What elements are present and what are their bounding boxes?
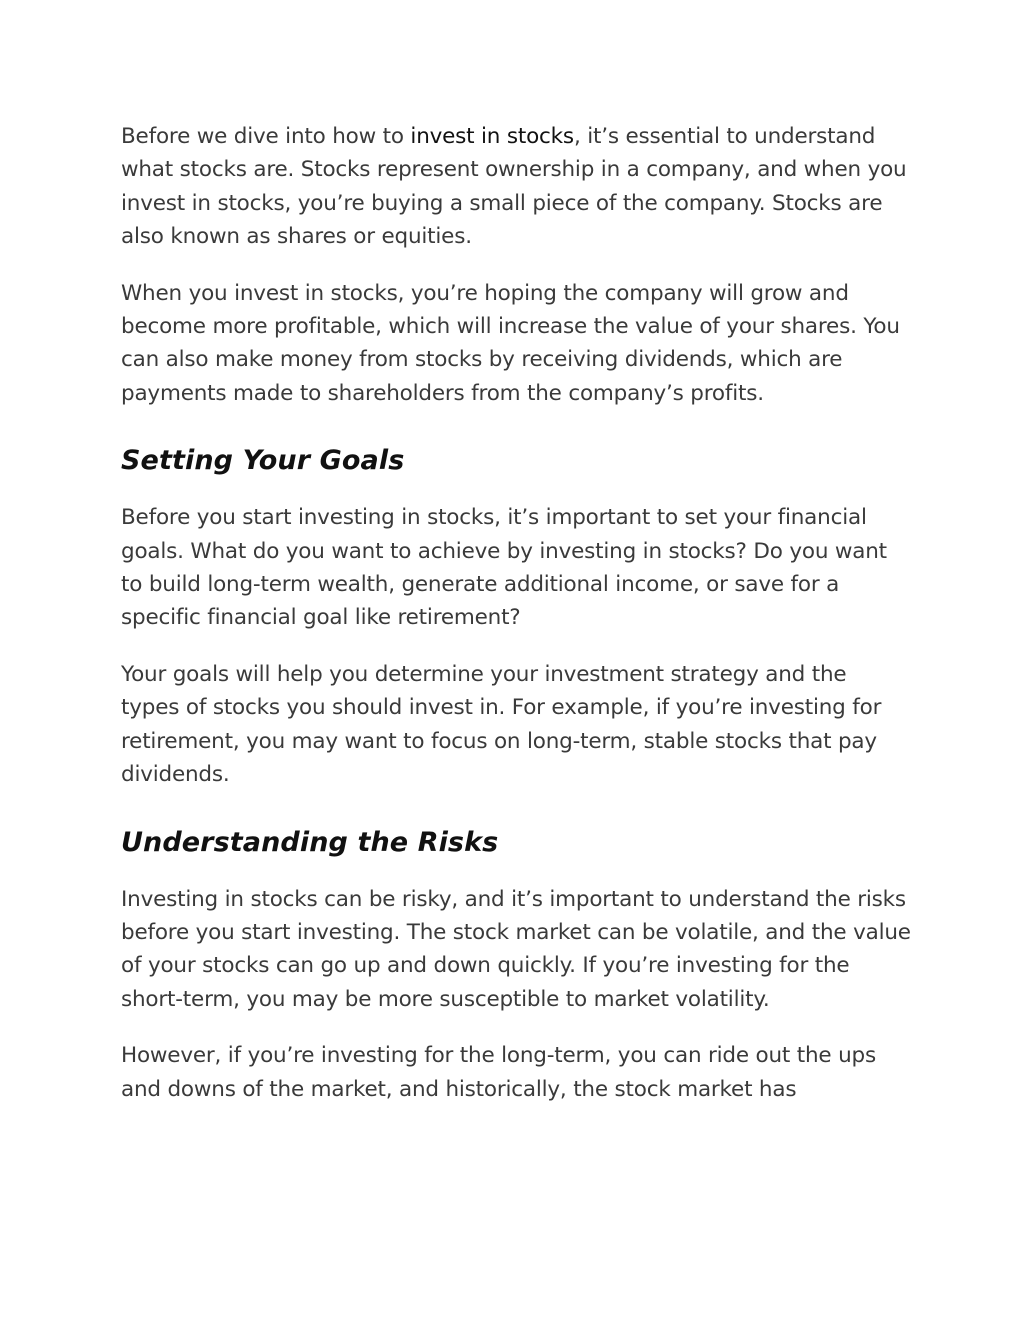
risks-paragraph-2: However, if you’re investing for the long-term, you can ride out the ups and downs of the market, and historically, the stock market has: [121, 1043, 876, 1102]
intro-text-start: Before we dive into how to: [121, 124, 411, 149]
goals-paragraph-2: Your goals will help you determine your investment strategy and the types of stocks you should invest in. For example, if you’re investing for retirement, you may want to focus on long-term, stable stocks that pay dividends.: [121, 661, 882, 788]
intro-paragraph: [121, 120, 911, 254]
intro-text-end: , it’s essential to understand what stocks are. Stocks represent ownership in a company, and when you invest in stocks, you’re buying a small piece of the company. Stocks are also known as shares or equities.: [121, 124, 907, 250]
goals-paragraph-1: Before you start investing in stocks, it’s important to set your financial goals. What do you want to achieve by investing in stocks? Do you want to build long-term wealth, generate additional income, or save for a specific financial goal like retirement?: [121, 505, 887, 631]
article-body: [121, 120, 911, 1129]
stocks-growth-paragraph: When you invest in stocks, you’re hoping the company will grow and become more profitable, which will increase the value of your shares. You can also make money from stocks by receiving dividends, which are payments made to shareholders from the company’s profits.: [121, 280, 900, 406]
risks-paragraph-1: Investing in stocks can be risky, and it’s important to understand the risks before you start investing. The stock market can be volatile, and the value of your stocks can go up and down quickly. If you’re investing for the short-term, you may be more susceptible to market volatility.: [121, 886, 911, 1012]
setting-goals-heading: Setting Your Goals: [121, 445, 405, 477]
understanding-risks-heading: Understanding the Risks: [121, 826, 499, 858]
invest-in-stocks-link[interactable]: invest in stocks: [410, 124, 574, 149]
